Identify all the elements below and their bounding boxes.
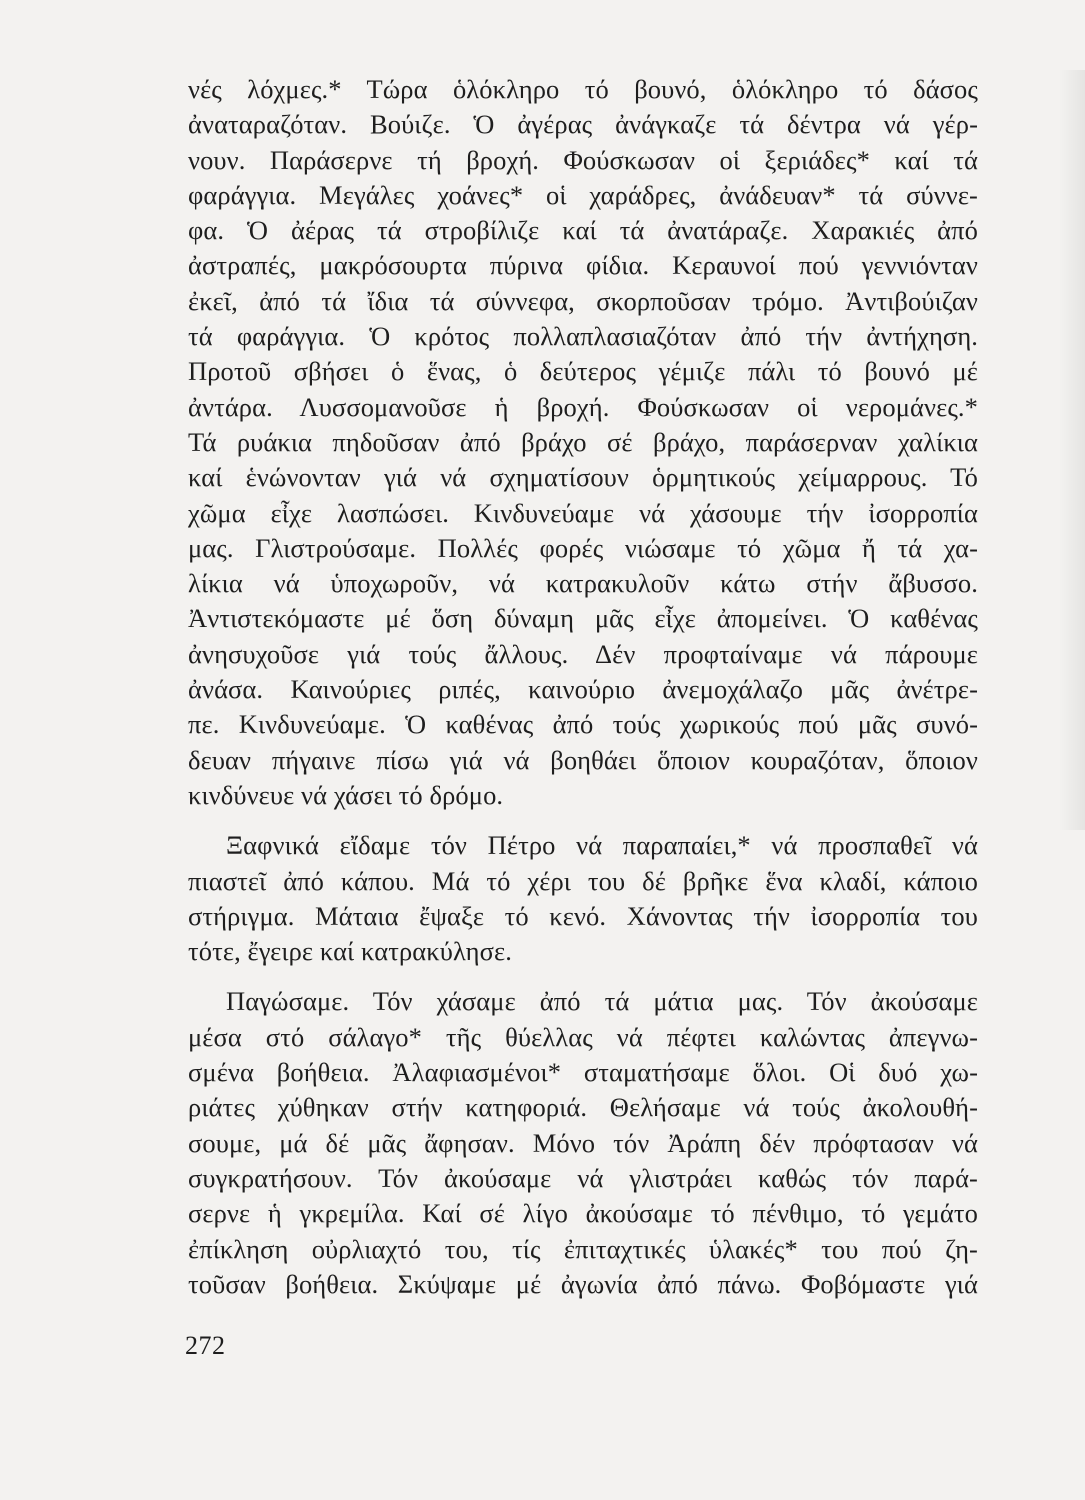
paragraph <box>188 828 978 969</box>
text-line: τοῦσαν βοήθεια. Σκύψαμε μέ ἀγωνία ἀπό πάνω. Φοβόμαστε γιά <box>188 1268 978 1299</box>
text-line: σουμε, μά δέ μᾶς ἄφησαν. Μόνο τόν Ἀράπη δέν πρόφτασαν νά <box>188 1127 978 1158</box>
text-line: νουν. Παράσερνε τή βροχή. Φούσκωσαν οἱ ξεριάδες* καί τά <box>188 144 978 175</box>
paragraph <box>188 72 978 813</box>
text-line: ἐπίκληση οὐρλιαχτό του, τίς ἐπιταχτικές ὑλακές* του πού ζη- <box>188 1233 978 1264</box>
text-line: σμένα βοήθεια. Ἀλαφιασμένοι* σταματήσαμε ὅλοι. Οἱ δυό χω- <box>188 1057 978 1088</box>
paragraph <box>188 984 978 1302</box>
text-line: στήριγμα. Μάταια ἔψαξε τό κενό. Χάνοντας τήν ἰσορροπία του <box>188 900 978 931</box>
page-gutter-shadow <box>1059 70 1085 830</box>
text-line: φα. Ὁ ἀέρας τά στροβίλιζε καί τά ἀνατάραζε. Χαρακιές ἀπό <box>188 215 978 246</box>
text-line: ἀνησυχοῦσε γιά τούς ἄλλους. Δέν προφταίναμε νά πάρουμε <box>188 638 978 669</box>
text-line: λίκια νά ὑποχωροῦν, νά κατρακυλοῦν κάτω στήν ἄβυσσο. <box>188 568 978 599</box>
text-line: Ἀντιστεκόμαστε μέ ὅση δύναμη μᾶς εἶχε ἀπομείνει. Ὁ καθένας <box>188 603 978 634</box>
text-line: καί ἑνώνονταν γιά νά σχηματίσουν ὁρμητικούς χείμαρρους. Τό <box>188 462 978 493</box>
text-line: Παγώσαμε. Τόν χάσαμε ἀπό τά μάτια μας. Τόν ἀκούσαμε <box>226 986 978 1017</box>
paragraph-gap <box>188 969 978 984</box>
text-line: δευαν πήγαινε πίσω γιά νά βοηθάει ὅποιον κουραζόταν, ὅποιον <box>188 744 978 775</box>
text-line: τά φαράγγια. Ὁ κρότος πολλαπλασιαζόταν ἀπό τήν ἀντήχηση. <box>188 321 978 352</box>
text-line: πε. Κινδυνεύαμε. Ὁ καθένας ἀπό τούς χωρικούς πού μᾶς συνό- <box>188 709 978 740</box>
text-line: ἀναταραζόταν. Βούιζε. Ὁ ἀγέρας ἀνάγκαζε τά δέντρα νά γέρ- <box>188 109 978 140</box>
text-line: ἀστραπές, μακρόσουρτα πύρινα φίδια. Κεραυνοί πού γεννιόνταν <box>188 250 978 281</box>
text-line: κινδύνευε νά χάσει τό δρόμο. <box>188 779 504 810</box>
page-number: 272 <box>185 1331 226 1360</box>
text-line: μέσα στό σάλαγο* τῆς θύελλας νά πέφτει καλώντας ἀπεγνω- <box>188 1021 978 1052</box>
text-line: μας. Γλιστρούσαμε. Πολλές φορές νιώσαμε τό χῶμα ἤ τά χα- <box>188 532 978 563</box>
text-line: Τά ρυάκια πηδοῦσαν ἀπό βράχο σέ βράχο, παράσερναν χαλίκια <box>188 426 978 457</box>
text-line: φαράγγια. Μεγάλες χοάνες* οἱ χαράδρες, ἀνάδευαν* τά σύννε- <box>188 179 978 210</box>
text-line: συγκρατήσουν. Τόν ἀκούσαμε νά γλιστράει καθώς τόν παρά- <box>188 1162 978 1193</box>
text-line: ἀνάσα. Καινούριες ριπές, καινούριο ἀνεμοχάλαζο μᾶς ἀνέτρε- <box>188 674 978 705</box>
text-line: Ξαφνικά εἴδαμε τόν Πέτρο νά παραπαίει,* νά προσπαθεῖ νά <box>226 830 978 861</box>
text-line: ἀντάρα. Λυσσομανοῦσε ἡ βροχή. Φούσκωσαν οἱ νερομάνες.* <box>188 391 978 422</box>
text-line: ριάτες χύθηκαν στήν κατηφοριά. Θελήσαμε νά τούς ἀκολουθή- <box>188 1092 978 1123</box>
text-line: πιαστεῖ ἀπό κάπου. Μά τό χέρι του δέ βρῆκε ἕνα κλαδί, κάποιο <box>188 865 978 896</box>
text-line: νές λόχμες.* Τώρα ὁλόκληρο τό βουνό, ὁλόκληρο τό δάσος <box>188 74 978 104</box>
paragraph-gap <box>188 813 978 828</box>
text-line: σερνε ἡ γκρεμίλα. Καί σέ λίγο ἀκούσαμε τό πένθιμο, τό γεμάτο <box>188 1198 978 1229</box>
text-line: ἐκεῖ, ἀπό τά ἴδια τά σύννεφα, σκορποῦσαν τρόμο. Ἀντιβούιζαν <box>188 285 978 316</box>
text-line: τότε, ἔγειρε καί κατρακύλησε. <box>188 936 512 967</box>
body-text <box>188 72 978 1302</box>
text-line: χῶμα εἶχε λασπώσει. Κινδυνεύαμε νά χάσουμε τήν ἰσορροπία <box>188 497 978 528</box>
text-line: Προτοῦ σβήσει ὁ ἕνας, ὁ δεύτερος γέμιζε πάλι τό βουνό μέ <box>188 356 978 387</box>
